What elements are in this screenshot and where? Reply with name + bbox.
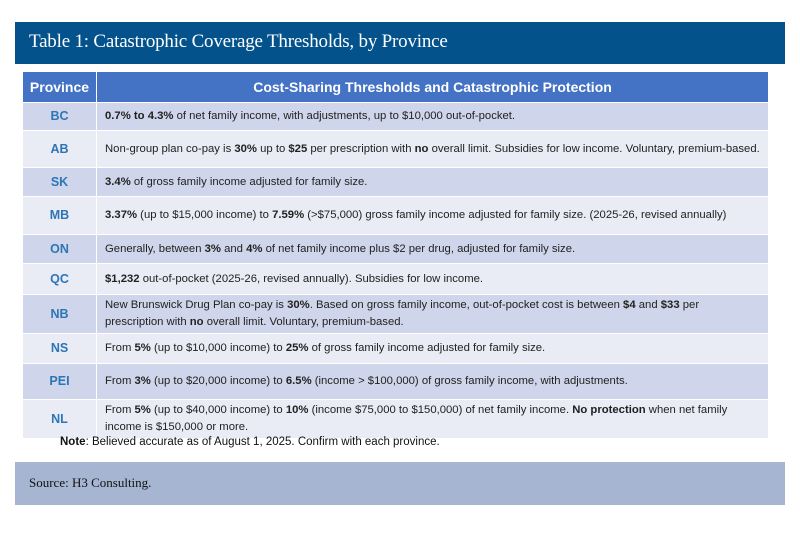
header-province: Province [23,72,97,103]
threshold-cell [97,400,769,439]
threshold-text: (income > $100,000) of gross family income, with adjustments. [311,375,628,387]
coverage-table [22,71,769,439]
table-row [23,197,769,235]
province-cell: BC [23,103,97,131]
province-cell: AB [23,131,97,168]
threshold-text: (up to $20,000 income) to [150,375,286,387]
threshold-text: From [105,404,135,416]
province-cell: NB [23,295,97,334]
province-cell: SK [23,168,97,197]
threshold-bold-text: 30% [287,299,310,311]
table-row [23,334,769,364]
threshold-cell [97,334,769,364]
threshold-bold-text: 25% [285,342,309,354]
threshold-text: Generally, between [105,242,205,255]
threshold-bold-text: 5% [134,342,151,354]
threshold-text: of net family income plus $2 per drug, adjusted for family size. [262,242,576,255]
header-thresholds: Cost-Sharing Thresholds and Catastrophic Protection [97,72,769,103]
threshold-bold-text: 10% [285,404,309,416]
threshold-text: when net family income is $150,000 or more. [105,404,728,433]
note-label: Note [60,436,86,448]
threshold-text: and [220,242,247,255]
threshold-cell [97,295,769,334]
table-note [60,436,440,448]
threshold-cell [97,235,769,264]
threshold-bold-text: $4 [623,299,636,311]
note-text: : Believed accurate as of August 1, 2025. Confirm with each province. [85,436,440,448]
province-cell: PEI [23,364,97,400]
threshold-bold-text: 5% [134,404,151,416]
threshold-text: overall limit. Subsidies for low income. Voluntary, premium-based. [428,142,760,155]
threshold-bold-text: 7.59% [272,209,305,221]
threshold-text: out-of-pocket (2025-26, revised annually). Subsidies for low income. [139,272,484,285]
threshold-bold-text: 0.7% to 4.3% [105,110,174,122]
threshold-text: (income $75,000 to $150,000) of net family income. [308,404,573,416]
province-cell: NL [23,400,97,439]
threshold-cell [97,364,769,400]
threshold-bold-text: $33 [660,299,680,311]
threshold-text: of gross family income adjusted for family size. [130,175,368,188]
threshold-bold-text: 3.4% [105,175,131,188]
threshold-bold-text: 3% [134,375,151,387]
source-text: Source: H3 Consulting. [29,475,152,490]
table-row [23,103,769,131]
threshold-text: From [105,375,135,387]
threshold-text: New Brunswick Drug Plan co-pay is [105,299,288,311]
threshold-text: per prescription with [307,142,415,155]
threshold-text: overall limit. Voluntary, premium-based. [203,316,404,328]
source-bar [15,462,785,505]
threshold-text: (up to $10,000 income) to [150,342,286,354]
table-title: Table 1: Catastrophic Coverage Thresholds, by Province [29,31,448,52]
table-header-row [23,72,769,103]
threshold-bold-text: 6.5% [285,375,312,387]
province-cell: ON [23,235,97,264]
threshold-text: (up to $15,000 income) to [137,209,273,221]
table-row [23,264,769,295]
threshold-cell [97,197,769,235]
threshold-text: (>$75,000) gross family income adjusted for family size. (2025-26, revised annually) [304,209,727,221]
threshold-text: and [635,299,661,311]
threshold-bold-text: No protection [572,404,646,416]
threshold-bold-text: $25 [288,142,308,155]
table-row [23,295,769,334]
table-row [23,364,769,400]
threshold-text: per prescription with [105,299,700,328]
province-cell: QC [23,264,97,295]
threshold-text: . Based on gross family income, out-of-pocket cost is between [309,299,624,311]
threshold-cell [97,103,769,131]
threshold-cell [97,168,769,197]
threshold-bold-text: 3% [204,242,221,255]
threshold-text: (up to $40,000 income) to [150,404,286,416]
threshold-bold-text: 3.37% [105,209,138,221]
threshold-bold-text: $1,232 [105,272,140,285]
threshold-bold-text: 4% [246,242,263,255]
threshold-bold-text: 30% [234,142,257,155]
threshold-cell [97,264,769,295]
threshold-cell [97,131,769,168]
table-row [23,168,769,197]
threshold-text: up to [256,142,289,155]
table-row [23,400,769,439]
threshold-text: of gross family income adjusted for family size. [308,342,546,354]
threshold-text: From [105,342,135,354]
threshold-text: of net family income, with adjustments, up to $10,000 out-of-pocket. [173,110,516,122]
threshold-bold-text: no [414,142,429,155]
table-title-bar [15,22,785,64]
table-row [23,235,769,264]
threshold-text: Non-group plan co-pay is [105,142,235,155]
province-cell: MB [23,197,97,235]
province-cell: NS [23,334,97,364]
table-row [23,131,769,168]
table-body [23,103,769,439]
threshold-bold-text: no [189,316,204,328]
